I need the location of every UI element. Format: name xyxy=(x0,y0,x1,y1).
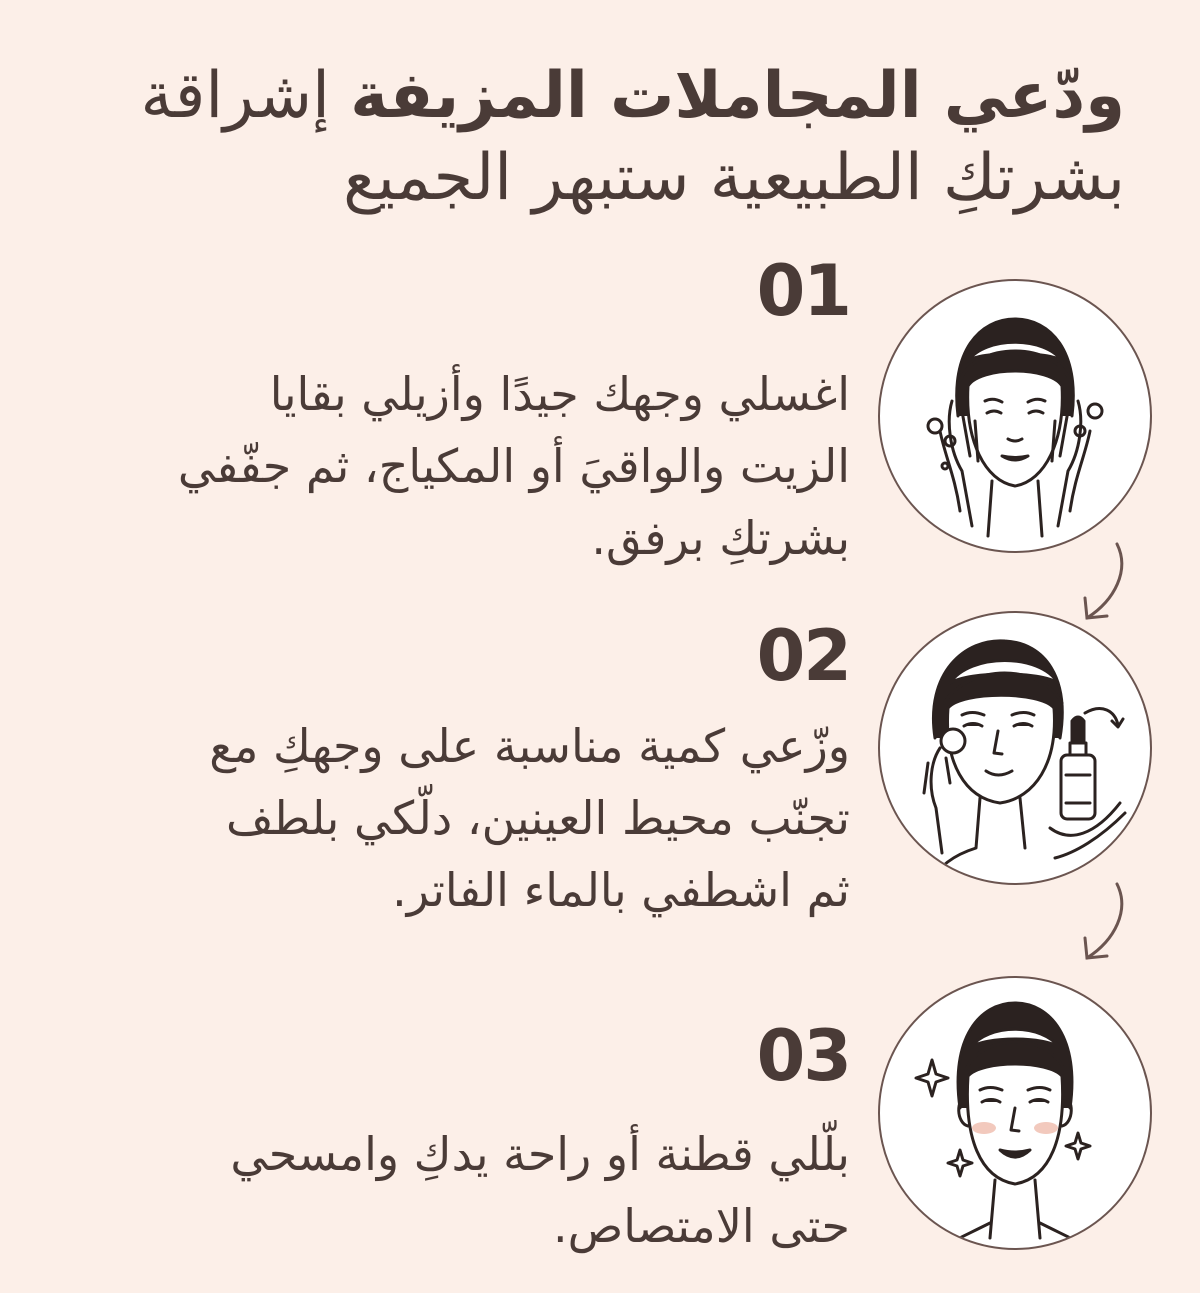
title-regular-text: إشراقة xyxy=(140,59,330,133)
arrow-down-icon xyxy=(1075,880,1135,965)
step-description xyxy=(50,358,850,574)
step-text-line: بشرتكِ برفق. xyxy=(591,511,850,565)
title-line-2: بشرتكِ الطبيعية ستبهر الجميع xyxy=(343,141,1125,215)
title-line-1 xyxy=(40,55,1125,137)
step-description xyxy=(50,710,850,926)
serum-application-icon xyxy=(878,611,1152,885)
step-number: 03 xyxy=(756,1015,850,1097)
step-text-line: حتى الامتصاص. xyxy=(553,1199,850,1253)
step-text-line: ثم اشطفي بالماء الفاتر. xyxy=(392,863,850,917)
step-text-line: وزّعي كمية مناسبة على وجهكِ مع xyxy=(209,719,850,773)
face-washing-icon xyxy=(878,279,1152,553)
arrow-down-icon xyxy=(1075,540,1135,625)
title-bold-text: ودّعي المجاملات المزيفة xyxy=(350,59,1125,133)
step-text-line: اغسلي وجهك جيدًا وأزيلي بقايا xyxy=(269,367,850,421)
step-description xyxy=(50,1118,850,1262)
step-text-line: الزيت والواقيَ أو المكياج، ثم جفّفي xyxy=(177,439,850,493)
glowing-face-icon xyxy=(878,976,1152,1250)
step-number: 01 xyxy=(756,250,850,332)
page-title xyxy=(40,55,1125,219)
step-number: 02 xyxy=(756,615,850,697)
step-text-line: بلّلي قطنة أو راحة يدكِ وامسحي xyxy=(230,1127,850,1181)
step-text-line: تجنّب محيط العينين، دلّكي بلطف xyxy=(225,791,850,845)
